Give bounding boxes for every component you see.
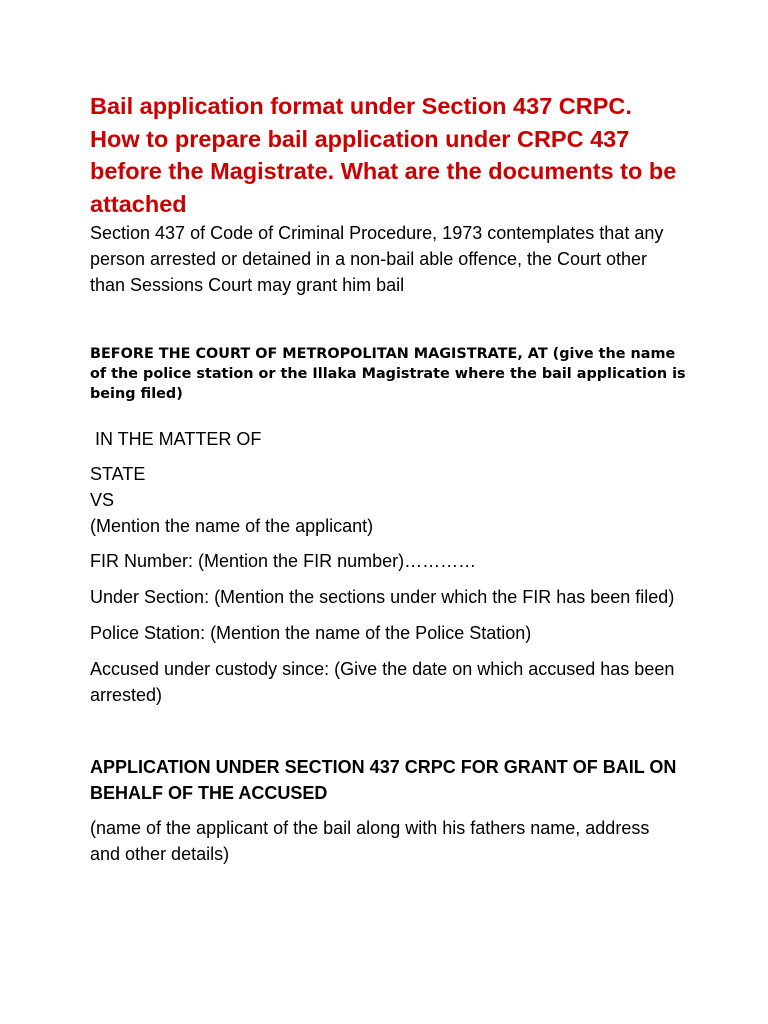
application-heading: APPLICATION UNDER SECTION 437 CRPC FOR GRANT OF BAIL ON BEHALF OF THE ACCUSED [90, 757, 677, 803]
parties-block [90, 461, 680, 539]
party-vs: VS [90, 490, 115, 510]
party-applicant: (Mention the name of the applicant) [90, 516, 374, 536]
applicant-details: (name of the applicant of the bail along with his fathers name, address and other details) [90, 818, 650, 864]
party-state: STATE [90, 464, 146, 484]
fir-number-line: FIR Number: (Mention the FIR number)………… [90, 551, 477, 571]
custody-since-line: Accused under custody since: (Give the date on which accused has been arrested) [90, 659, 675, 705]
intro-paragraph: Section 437 of Code of Criminal Procedure, 1973 contemplates that any person arrested or detained in a non-bail able offence, the Court other than Sessions Court may grant him bail [90, 223, 664, 295]
under-section-line: Under Section: (Mention the sections under which the FIR has been filed) [90, 587, 675, 607]
document-page [90, 90, 690, 867]
page-title: Bail application format under Section 437 CRPC. How to prepare bail application under CRPC 437 before the Magistrate. What are the documents to be attached [90, 93, 677, 217]
in-the-matter-label: IN THE MATTER OF [95, 429, 262, 449]
police-station-line: Police Station: (Mention the name of the Police Station) [90, 623, 532, 643]
court-heading: BEFORE THE COURT OF METROPOLITAN MAGISTRATE, AT (give the name of the police station or the Illaka Magistrate where the bail application is being filed) [90, 346, 686, 402]
